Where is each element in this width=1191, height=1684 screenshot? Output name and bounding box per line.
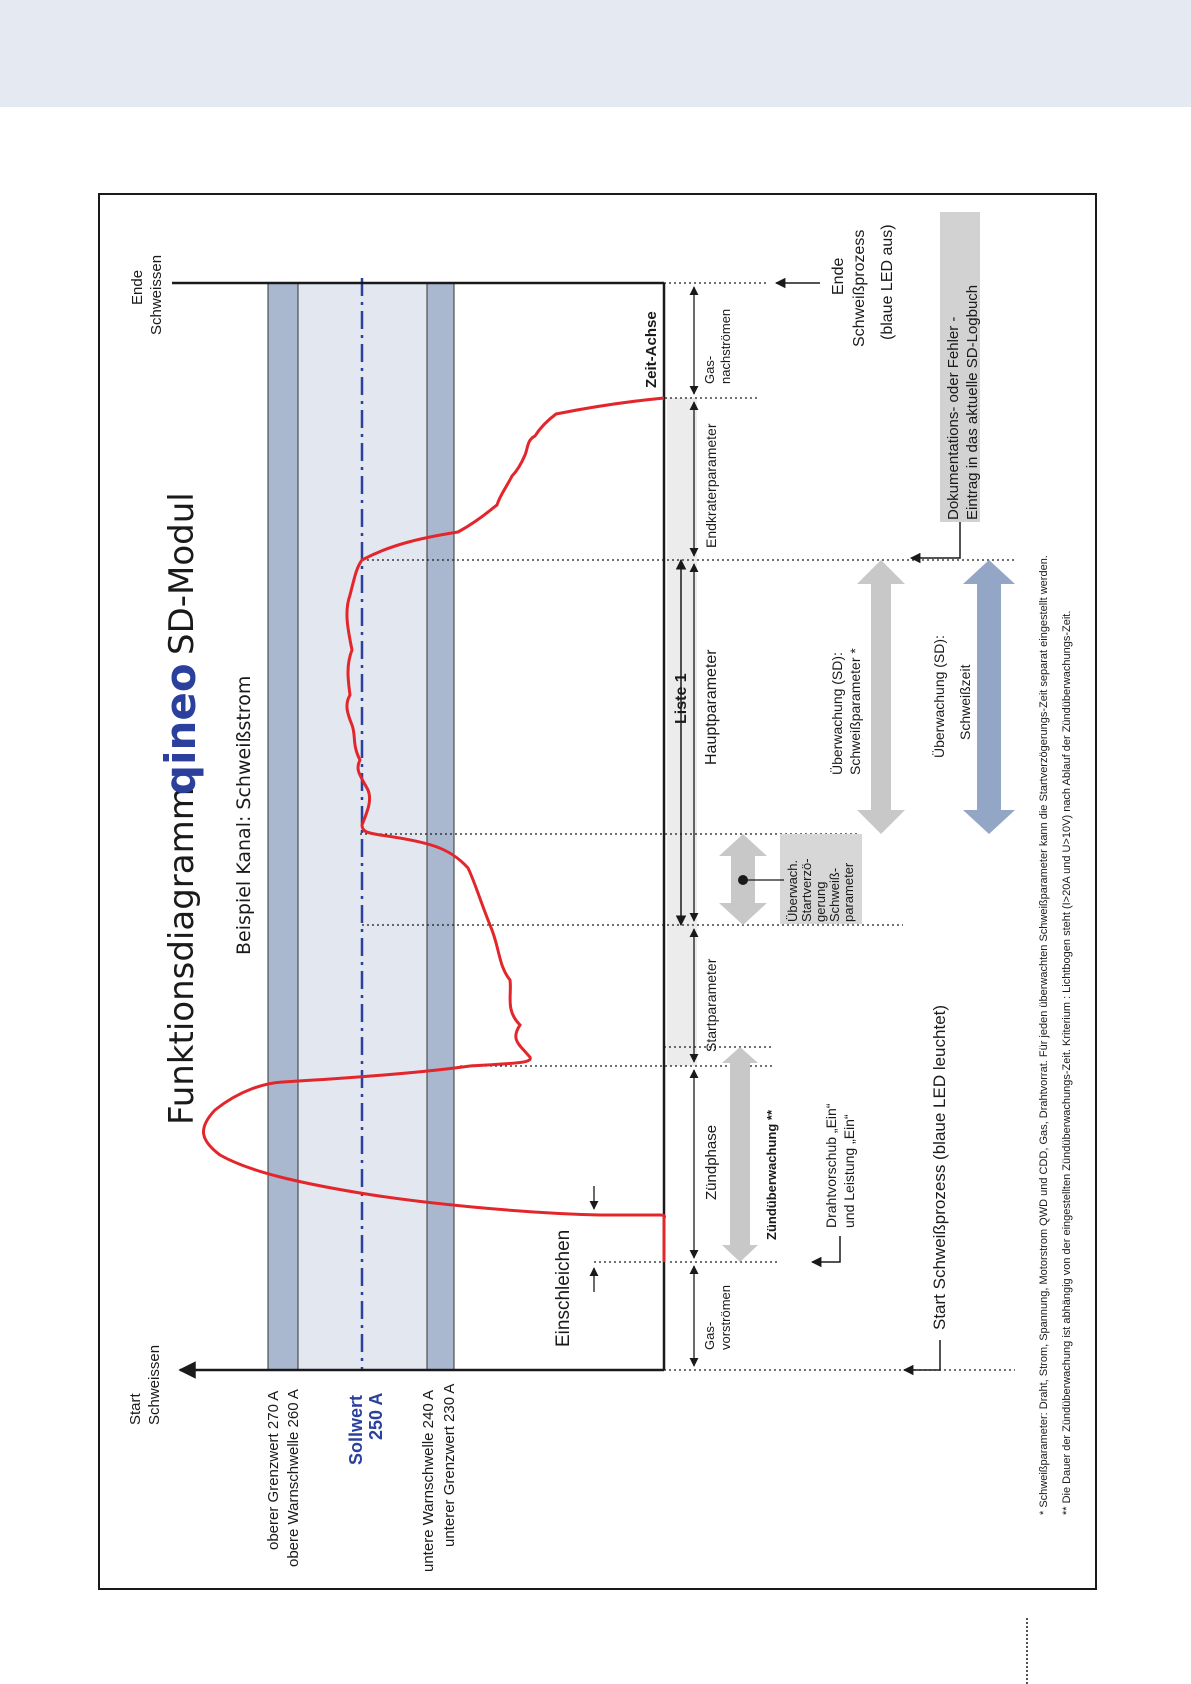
ignition-monitoring-arrow — [722, 1047, 758, 1262]
delay-label-3: gerung — [813, 881, 828, 922]
monitor-time-label-1: Überwachung (SD): — [931, 635, 947, 758]
ignition-phase-label: Zündphase — [703, 1124, 720, 1200]
title-suffix: SD-Modul — [162, 492, 202, 655]
time-axis-label: Zeit-Achse — [643, 311, 660, 388]
lower-warning-label: untere Warnschwelle 240 A — [420, 1389, 437, 1572]
list-label: Liste 1 — [673, 673, 690, 724]
subtitle: Beispiel Kanal: Schweißstrom — [233, 675, 255, 955]
setpoint-label-2: 250 A — [366, 1392, 386, 1440]
lower-warning-band — [427, 283, 454, 1370]
wire-feed-label-1: Drahtvorschub „Ein“ — [823, 1103, 839, 1228]
start-label-2: Schweissen — [146, 1344, 163, 1425]
end-label-2: Schweissen — [148, 254, 165, 335]
delay-label-5: parameter — [841, 862, 856, 922]
end-label-1: Ende — [129, 269, 146, 305]
start-process-label: Start Schweißprozess (blaue LED leuchtet) — [930, 1004, 949, 1330]
start-label-1: Start — [127, 1393, 144, 1425]
main-params-label: Hauptparameter — [703, 649, 720, 765]
setpoint-label-1: Sollwert — [346, 1394, 366, 1465]
list-box — [667, 398, 697, 1066]
start-params-label: Startparameter — [703, 958, 719, 1052]
end-process-label-1: Ende — [830, 257, 847, 295]
gas-pre-label-2: vorströmen — [718, 1284, 733, 1350]
footnote-2: ** Die Dauer der Zündüberwachung ist abhängig von der eingestellten Zündüberwachungs-Zeit. Kriterium : Lichtbogen steht (I>20A und U>10V) nach Ablauf der Zündüberwachungs-Zeit. — [1061, 610, 1073, 1515]
delay-label-2: Startverzö- — [799, 858, 814, 922]
end-process-label-3: (blaue LED aus) — [879, 224, 896, 340]
creep-label: Einschleichen — [553, 1229, 574, 1347]
gas-post-label-1: Gas- — [702, 355, 717, 384]
gas-post-label-2: nachströmen — [718, 308, 733, 384]
wire-feed-label-2: und Leistung „Ein“ — [841, 1114, 857, 1228]
logbook-label-1: Dokumentations- oder Fehler - — [945, 316, 962, 520]
title-prefix: Funktionsdiagramm — [162, 787, 202, 1125]
qineo-logo: qineo — [156, 663, 205, 795]
monitor-params-label-1: Überwachung (SD): — [829, 652, 845, 775]
delay-label-1: Überwach. — [785, 859, 800, 922]
lower-limit-label: unterer Grenzwert 230 A — [441, 1383, 458, 1547]
upper-limit-label: oberer Grenzwert 270 A — [265, 1390, 282, 1550]
gas-pre-label-1: Gas- — [702, 1321, 717, 1350]
monitor-time-label-2: Schweißzeit — [957, 664, 973, 740]
logbook-label-2: Eintrag in das aktuelle SD-Logbuch — [964, 284, 981, 520]
monitor-params-label-2: Schweißparameter * — [847, 648, 863, 775]
upper-warning-label: obere Warnschwelle 260 A — [285, 1389, 302, 1567]
end-process-label-2: Schweißprozess — [851, 229, 868, 347]
upper-warning-band — [268, 283, 298, 1370]
parameter-monitoring-arrow — [857, 560, 905, 834]
footnote-1: * Schweißparameter: Draht, Strom, Spannung, Motorstrom QWD und CDD, Gas, Drahtvorrat. Für jeden überwachten Schweißparameter kann die Startverzögerungs-Zeit separat eingestellt werden. — [1038, 555, 1050, 1515]
crater-params-label: Endkraterparameter — [703, 423, 719, 548]
delay-label-4: Schweiß- — [827, 867, 842, 922]
ignition-monitoring-label: Zündüberwachung ** — [764, 1110, 779, 1240]
